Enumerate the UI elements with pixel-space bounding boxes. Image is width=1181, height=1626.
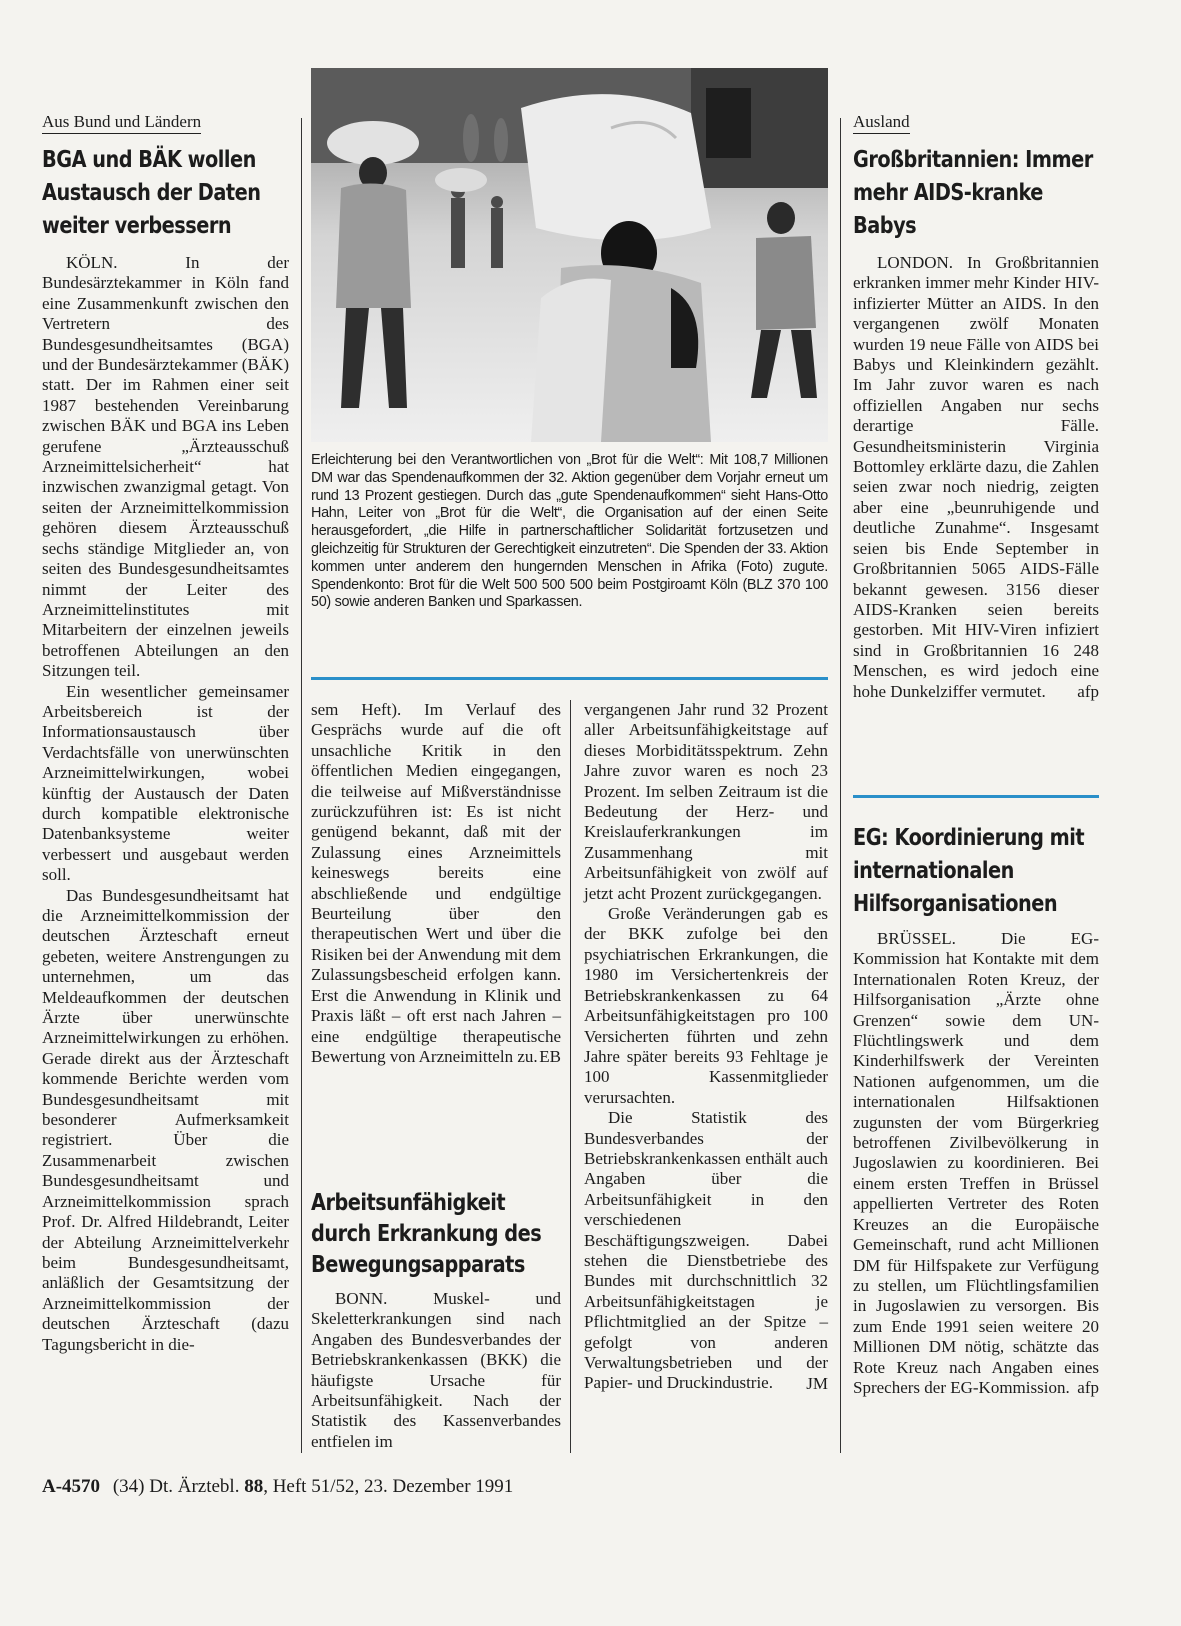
left-article-continuation [311, 700, 561, 1068]
paragraph: KÖLN. In der Bundesärztekammer in Köln fand eine Zusammenkunft zwischen den Vertretern des Bundesgesundheitsamtes (BGA) und der Bundesärztekammer (BÄK) statt. Der im Rahmen einer seit 1987 bestehenden Vereinbarung zwischen BÄK und BGA ins Leben gerufene „Ärzteausschuß Arzneimittelsicherheit“ hat inzwischen zwanzigmal getagt. Von seiten der Arzneimittelkommission gehören diesem Ärzteausschuß sechs ständige Mitglieder an, von seiten des Bundesgesundheitsamtes nimmt der Leiter des Arzneimittelinstitutes mit Mitarbeitern der einzelnen jeweils betroffenen Abteilungen an den Sitzungen teil. [42, 253, 289, 681]
author-signature: afp [1077, 681, 1099, 701]
paragraph: Die Statistik des Bundesverbandes der Betriebskrankenkassen enthält auch Angaben über die Arbeitsunfähigkeit in den verschiedenen Beschäftigungszweigen. Dabei stehen die Dienstbetriebe des Bundes mit durchschnittlich 32 Arbeitsunfähigkeitstagen je Pflichtmitglied an der Spitze – gefolgt von anderen Verwaltungsbetrieben und der Papier- und Druckindustrie. [584, 1108, 828, 1393]
column-rule [840, 118, 841, 1453]
article-body [311, 1289, 561, 1452]
column-rule [301, 118, 302, 1453]
paragraph: BRÜSSEL. Die EG-Kommission hat Kontakte mit dem Internationalen Roten Kreuz, der Hilfsorganisation „Ärzte ohne Grenzen“ sowie dem UN-Flüchtlingswerk und dem Kinderhilfswerk der Vereinten Nationen aufgenommen, um die internationalen Hilfsaktionen zugunsten der vom Bürgerkrieg betroffenen Zivilbevölkerung in Jugoslawien zu koordinieren. Bei einem ersten Treffen in Brüssel appellierten Vertreter des Roten Kreuzes an die Europäische Gemeinschaft, rund acht Millionen DM für Hilfspakete zur Verfügung zu stellen, um Flüchtlingsfamilien in Jugoslawien zu versorgen. Bis zum Ende 1991 seien weitere 20 Millionen DM nötig, schätzte das Rote Kreuz nach Angaben eines Sprechers der EG-Kommission. [853, 929, 1099, 1397]
left-article [42, 112, 289, 1355]
paragraph: LONDON. In Großbritannien erkranken immer mehr Kinder HIV-infizierter Mütter an AIDS. In den vergangenen zwölf Monaten wurden 19 neue Fälle von AIDS bei Babys und Kleinkindern gezählt. Im Jahr zuvor waren es nach offiziellen Angaben nur sechs derartige Fälle. Gesundheitsministerin Virginia Bottomley erklärte dazu, die Zahlen seien zwar noch niedrig, zeigten aber eine „beunruhigende und deutliche Zunahme“. Insgesamt seien bis Ende September in Großbritannien 5065 AIDS-Fälle bekannt gewesen. 3156 dieser AIDS-Kranken seien bereits gestorben. Mit HIV-Viren infiziert sind in Großbritannien 16 248 Menschen, es wird jedoch eine hohe Dunkelziffer vermutet. [853, 253, 1099, 701]
article-headline: Großbritannien: Immer mehr AIDS-kranke Babys [853, 147, 1093, 239]
page-footer [42, 1476, 513, 1498]
section-rubric: Ausland [853, 112, 910, 134]
right-article-uk [853, 112, 1099, 702]
famine-relief-photo [311, 68, 828, 442]
article-body [853, 929, 1099, 1399]
photo-caption: Erleichterung bei den Verantwortlichen von „Brot für die Welt“: Mit 108,7 Millionen DM war das Spendenaufkommen der 32. Aktion gegenüber dem Vorjahr erneut um rund 13 Prozent gestiegen. Durch das „gute Spendenaufkommen“ sieht Hans-Otto Hahn, Leiter von „Brot für die Welt“, die Organisation auf der einen Seite herausgefordert, „die Hilfe in partnerschaftlicher Solidarität fortzusetzen und gleichzeitig für Strukturen der Gerechtigkeit einzutreten“. Die Spenden der 33. Aktion kommen unter anderem den hungernden Menschen in Afrika (Foto) zugute. Spendenkonto: Brot für die Welt 500 500 500 beim Postgiroamt Köln (BLZ 370 100 50) sowie anderen Banken und Sparkassen. [311, 452, 828, 611]
middle-article-continuation [584, 700, 828, 1394]
article-headline: EG: Koordinierung mit internationalen Hilfsorganisationen [853, 825, 1085, 917]
author-signature: JM [806, 1373, 828, 1393]
paragraph: vergangenen Jahr rund 32 Prozent aller Arbeitsunfähigkeitstage auf dieses Morbiditätsspektrum. Zehn Jahre zuvor waren es noch 23 Prozent. Im selben Zeitraum ist die Bedeutung der Herz- und Kreislauferkrankungen im Zusammenhang mit Arbeitsunfähigkeit von zwölf auf jetzt acht Prozent zurückgegangen. [584, 700, 828, 903]
paragraph: Das Bundesgesundheitsamt hat die Arzneimittelkommission der deutschen Ärzteschaft erneut gebeten, weitere Anstrengungen zu unternehmen, um das Meldeaufkommen der deutschen Ärzte über unerwünschte Arzneimittelwirkungen zu erhöhen. Gerade direkt aus der Ärzteschaft kommende Berichte werden vom Bundesgesundheitsamt mit besonderer Aufmerksamkeit registriert. Über die Zusammenarbeit zwischen Bundesgesundheitsamt und Arzneimittelkommission sprach Prof. Dr. Alfred Hildebrandt, Leiter der Abteilung Arzneimittelverkehr beim Bundesgesundheitsamt, anläßlich der Gesamtsitzung der Arzneimittelkommission der deutschen Ärzteschaft (dazu Tagungsbericht in die- [42, 885, 289, 1354]
section-divider [853, 795, 1099, 798]
column-rule [570, 700, 571, 1453]
right-article-eg [853, 822, 1099, 1399]
journal-volume: 88 [244, 1476, 264, 1497]
paragraph: sem Heft). Im Verlauf des Gesprächs wurde auf die oft unsachliche Kritik in den öffentlichen Medien eingegangen, die teilweise auf Mißverständnisse zurückzuführen ist: Es ist nicht genügend bekannt, daß mit der Zulassung eines Arzneimittels keineswegs bereits eine abschließende und endgültige Beurteilung über den therapeutischen Wert und über die Risiken bei der Anwendung mit dem Zulassungsbescheid erfolgen kann. Erst die Anwendung in Klinik und Praxis läßt – oft erst nach Jahren – eine endgültige therapeutische Bewertung von Arzneimitteln zu. [311, 700, 561, 1066]
author-signature: EB [539, 1047, 561, 1067]
section-divider [311, 677, 828, 680]
article-headline: Arbeitsunfähigkeit durch Erkrankung des Bewegungsapparats [311, 1190, 542, 1278]
middle-article [311, 1188, 561, 1452]
author-signature: afp [1077, 1378, 1099, 1398]
paragraph: BONN. Muskel- und Skeletterkrankungen sind nach Angaben des Bundesverbandes der Betriebskrankenkassen (BKK) die häufigste Ursache für Arbeitsunfähigkeit. Nach der Statistik des Kassenverbandes entfielen im [311, 1289, 561, 1451]
issue-date: , Heft 51/52, 23. Dezember 1991 [263, 1476, 514, 1497]
article-headline: BGA und BÄK wollen Austausch der Daten weiter verbessern [42, 147, 261, 239]
article-body [853, 253, 1099, 702]
paragraph: Ein wesentlicher gemeinsamer Arbeitsbereich ist der Informationsaustausch über Verdachtsfälle von unerwünschten Arzneimittelwirkungen, wobei künftig der Austausch der Daten durch kompatible elektronische Datenbanksysteme weiter verbessert und ausgebaut werden soll. [42, 681, 289, 885]
journal-name: (34) Dt. Ärztebl. [112, 1476, 240, 1497]
article-body [42, 253, 289, 1355]
section-rubric: Aus Bund und Ländern [42, 112, 201, 134]
paragraph: Große Veränderungen gab es der BKK zufolge bei den psychiatrischen Erkrankungen, die 1980 im Versichertenkreis der Betriebskrankenkassen zu 64 Arbeitsunfähigkeitstagen pro 100 Versicherten führten und zehn Jahre später bereits 93 Fehltage je 100 Kassenmitglieder verursachten. [584, 904, 828, 1107]
page-code: A-4570 [42, 1476, 101, 1497]
